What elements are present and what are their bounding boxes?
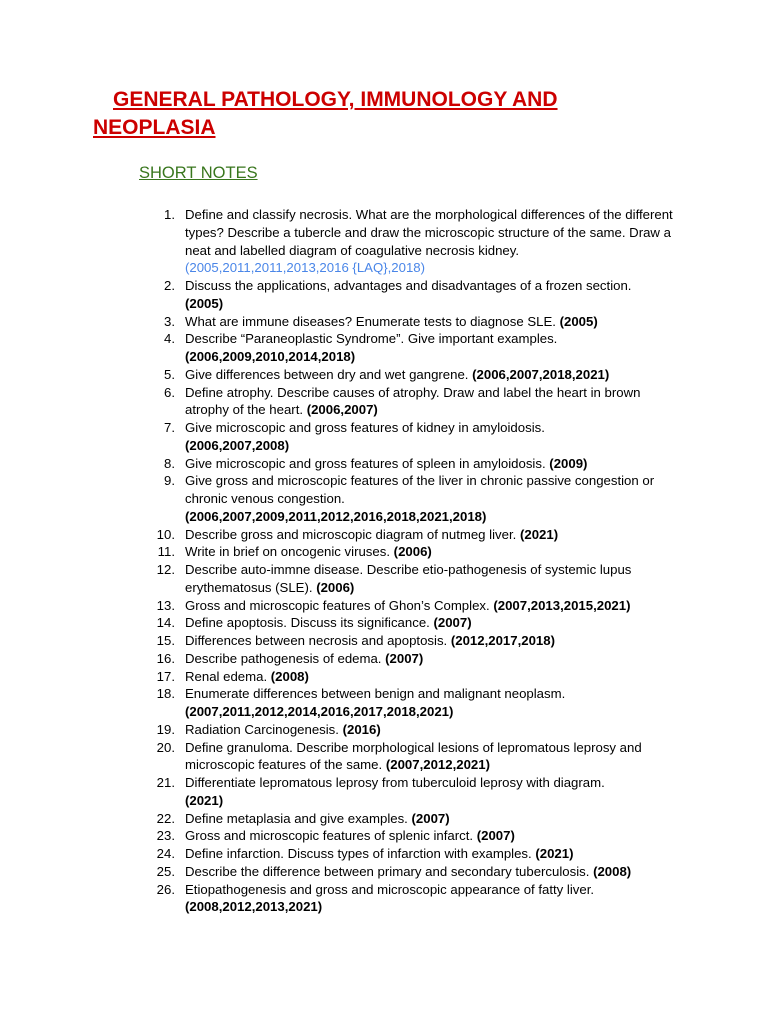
item-number: 26. — [156, 881, 175, 897]
item-text: Define apoptosis. Discuss its significance. — [185, 615, 430, 631]
item-text: Define granuloma. Describe morphological lesions of lepromatous leprosy and microscopic features of the same. — [185, 739, 642, 773]
item-number: 6. — [164, 384, 175, 400]
list-item — [156, 739, 677, 775]
item-number: 12. — [156, 562, 175, 577]
item-text: Define metaplasia and give examples. — [185, 810, 408, 826]
list-item — [164, 366, 677, 384]
item-years: (2007) — [433, 615, 472, 631]
list-item — [156, 863, 677, 881]
item-text: Enumerate differences between benign and malignant neoplasm. — [185, 686, 566, 702]
item-number: 11. — [157, 544, 175, 560]
item-number: 23. — [156, 828, 175, 844]
item-years: (2008) — [270, 668, 309, 684]
list-item — [156, 561, 677, 597]
item-years: (2021) — [519, 526, 559, 542]
item-years: (2005) — [559, 313, 598, 329]
list-item — [156, 827, 677, 845]
item-text: Etiopathogenesis and gross and microscopic appearance of fatty liver. — [185, 881, 595, 897]
item-number: 18. — [156, 686, 175, 702]
item-text: Renal edema. — [185, 668, 268, 684]
item-years: (2012,2017,2018) — [450, 633, 555, 648]
section-heading: SHORT NOTES — [139, 164, 258, 182]
item-years: (2021) — [185, 792, 224, 808]
item-text: Define and classify necrosis. What are the morphological differences of the different types? Describe a tubercle and draw the microscopic structure of the same. Draw a neat and labelled diagram of coagulative necrosis kidney. — [185, 207, 673, 258]
item-text: Define infarction. Discuss types of infarction with examples. — [185, 846, 532, 861]
page-title — [93, 86, 653, 142]
item-years: (2008,2012,2013,2021) — [185, 899, 323, 915]
item-years: (2006,2009,2010,2014,2018) — [185, 349, 356, 364]
item-years: (2007) — [476, 828, 515, 844]
list-item — [164, 384, 677, 420]
item-years: (2021) — [535, 846, 574, 861]
item-number: 2. — [164, 278, 175, 293]
item-number: 22. — [156, 810, 175, 826]
item-number: 19. — [156, 721, 175, 737]
item-text: Define atrophy. Describe causes of atrophy. Draw and label the heart in brown atrophy of the heart. — [185, 384, 641, 418]
list-item — [156, 668, 677, 686]
list-item — [156, 685, 677, 721]
item-number: 7. — [164, 420, 175, 435]
item-years: (2006,2007) — [306, 402, 378, 418]
list-item — [164, 330, 677, 366]
item-text: Give gross and microscopic features of the liver in chronic passive congestion or chronic venous congestion. — [185, 473, 655, 506]
item-text: Describe gross and microscopic diagram of nutmeg liver. — [185, 526, 517, 542]
item-years: (2006,2007,2008) — [185, 437, 290, 453]
item-text: Give microscopic and gross features of kidney in amyloidosis. — [185, 420, 545, 435]
item-text: Discuss the applications, advantages and disadvantages of a frozen section. — [185, 278, 632, 293]
item-years: (2007) — [385, 650, 424, 666]
item-text: Describe the difference between primary and secondary tuberculosis. — [185, 863, 590, 879]
item-number: 21. — [156, 775, 175, 790]
item-text: Describe pathogenesis of edema. — [185, 650, 382, 666]
list-item — [164, 472, 677, 525]
item-years: (2006) — [316, 579, 355, 595]
item-text: Radiation Carcinogenesis. — [185, 721, 339, 737]
list-item — [156, 614, 677, 632]
item-years: (2007) — [411, 810, 450, 826]
item-text: Describe “Paraneoplastic Syndrome”. Give important examples. — [185, 331, 558, 347]
item-text: Differentiate lepromatous leprosy from tuberculoid leprosy with diagram. — [185, 775, 605, 790]
item-years: (2007,2011,2012,2014,2016,2017,2018,2021) — [185, 704, 454, 719]
item-number: 20. — [156, 739, 175, 755]
list-item — [156, 526, 677, 544]
list-item — [156, 632, 677, 650]
item-number: 3. — [164, 313, 175, 329]
item-years: (2005) — [185, 295, 224, 311]
list-item — [156, 881, 677, 917]
item-text: Gross and microscopic features of splenic infarct. — [185, 828, 474, 844]
item-years: (2016) — [342, 721, 381, 737]
item-text: What are immune diseases? Enumerate tests to diagnose SLE. — [185, 313, 556, 329]
item-text: Gross and microscopic features of Ghon’s Complex. — [185, 597, 490, 613]
item-text: Describe auto-immne disease. Describe etio-pathogenesis of systemic lupus erythematosus (SLE). — [185, 562, 632, 595]
list-item — [164, 313, 677, 331]
item-years: (2006,2007,2009,2011,2012,2016,2018,2021,2018) — [185, 508, 487, 524]
list-item — [156, 597, 677, 615]
item-number: 10. — [156, 526, 175, 542]
list-item — [164, 206, 677, 277]
item-years: (2007,2013,2015,2021) — [493, 597, 631, 613]
item-number: 13. — [156, 597, 175, 613]
item-text: Give microscopic and gross features of spleen in amyloidosis. — [185, 455, 546, 471]
item-text: Write in brief on oncogenic viruses. — [185, 544, 390, 560]
list-item — [164, 277, 677, 313]
item-number: 24. — [156, 846, 175, 861]
item-number: 4. — [164, 331, 175, 347]
item-number: 5. — [164, 366, 175, 382]
item-text: Give differences between dry and wet gangrene. — [185, 366, 469, 382]
item-number: 16. — [156, 650, 175, 666]
list-item — [157, 543, 677, 561]
list-item — [156, 650, 677, 668]
list-item — [156, 721, 677, 739]
short-notes-list — [156, 206, 677, 916]
item-number: 1. — [164, 207, 175, 222]
item-years: (2009) — [549, 455, 588, 471]
list-item — [156, 845, 677, 863]
item-number: 15. — [156, 633, 175, 648]
item-years: (2007,2012,2021) — [385, 757, 490, 773]
list-item — [164, 455, 677, 473]
list-item — [156, 810, 677, 828]
item-number: 17. — [156, 668, 175, 684]
item-number: 9. — [164, 473, 175, 489]
list-item — [156, 774, 677, 810]
item-number: 14. — [156, 615, 175, 631]
item-number: 8. — [164, 455, 175, 471]
item-years: (2005,2011,2011,2013,2016 {LAQ},2018) — [185, 260, 426, 276]
page-title-text: GENERAL PATHOLOGY, IMMUNOLOGY AND NEOPLASIA — [93, 88, 558, 139]
item-text: Differences between necrosis and apoptosis. — [185, 633, 448, 648]
item-years: (2006) — [393, 544, 432, 560]
list-item — [164, 419, 677, 455]
item-years: (2006,2007,2018,2021) — [472, 366, 610, 382]
item-years: (2008) — [593, 863, 632, 879]
item-number: 25. — [156, 863, 175, 879]
